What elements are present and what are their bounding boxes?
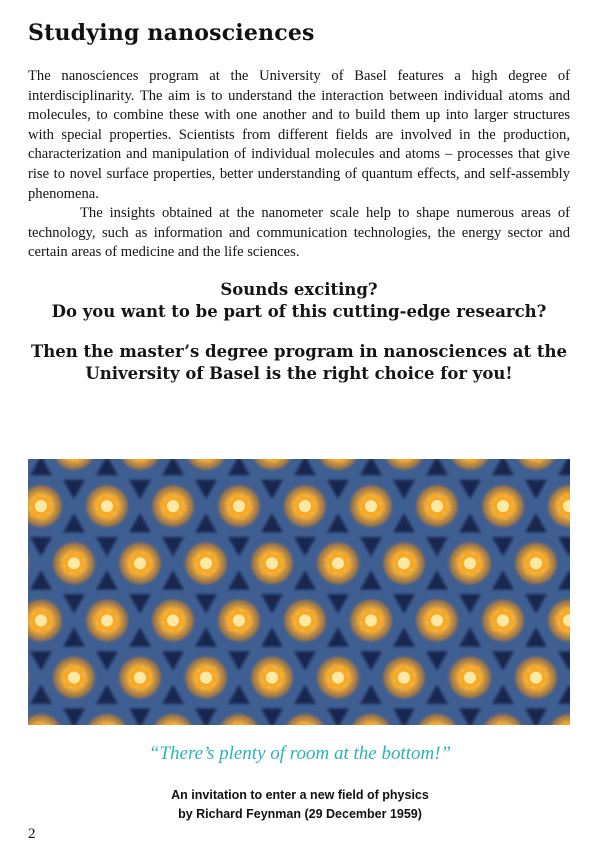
lattice-blob <box>380 654 428 702</box>
callout-answer-line-1: Then the master’s degree program in nanosciences at the <box>31 342 567 361</box>
lattice-blob <box>50 654 98 702</box>
intro-paragraph-1: The nanosciences program at the University of Basel features a high degree of interdisciplinarity. The aim is to understand the interaction between individual atoms and molecules, to combine these with one another and to build them up into larger structures with special properties. Scientists from different fields are involved in the production, characterization and manipulation of individual molecules and atoms – processes that give rise to novel surface properties, better understanding of quantum effects, and self-assembly phenomena. <box>28 68 570 202</box>
lattice-blob <box>50 539 98 587</box>
lattice-blob <box>116 654 164 702</box>
lattice-blob <box>413 596 461 644</box>
caption-line-2: by Richard Feynman (29 December 1959) <box>178 807 422 821</box>
lattice-blob <box>83 482 131 530</box>
lattice-blob <box>380 539 428 587</box>
lattice-blob <box>512 539 560 587</box>
page-number: 2 <box>28 826 36 842</box>
page-title: Studying nanosciences <box>28 20 315 46</box>
callout-question <box>28 279 570 323</box>
lattice-blob <box>215 596 263 644</box>
lattice-blob <box>149 596 197 644</box>
lattice-blob <box>281 482 329 530</box>
feynman-quote: “There’s plenty of room at the bottom!” <box>148 743 452 764</box>
lattice-blob <box>347 596 395 644</box>
lattice-blob <box>116 539 164 587</box>
lattice-blob <box>149 482 197 530</box>
lattice-blob <box>248 654 296 702</box>
lattice-blob <box>512 654 560 702</box>
callout-question-line-1: Sounds exciting? <box>220 280 378 299</box>
lattice-graphic <box>28 459 570 725</box>
lattice-blob <box>446 539 494 587</box>
lattice-blob <box>446 654 494 702</box>
lattice-blob <box>479 482 527 530</box>
lattice-blob <box>182 654 230 702</box>
stm-lattice-image <box>28 459 570 725</box>
lattice-blob <box>314 654 362 702</box>
lattice-blob <box>281 596 329 644</box>
lattice-blob <box>215 482 263 530</box>
intro-paragraph-2: The insights obtained at the nanometer scale help to shape numerous areas of technology, such as information and communication technologies, the energy sector and certain areas of medicine and the life sciences. <box>28 205 570 261</box>
callout-answer <box>28 341 570 385</box>
caption-line-1: An invitation to enter a new field of physics <box>171 788 429 802</box>
lattice-blob <box>182 539 230 587</box>
callout-answer-line-2: University of Basel is the right choice for you! <box>85 364 513 383</box>
lattice-blob <box>479 596 527 644</box>
intro-text <box>28 67 570 263</box>
lattice-blob <box>413 482 461 530</box>
lattice-blob <box>314 539 362 587</box>
lattice-blob <box>347 482 395 530</box>
lattice-blob <box>83 596 131 644</box>
lattice-blob <box>248 539 296 587</box>
callout-question-line-2: Do you want to be part of this cutting-edge research? <box>51 302 547 321</box>
image-caption <box>0 786 600 824</box>
